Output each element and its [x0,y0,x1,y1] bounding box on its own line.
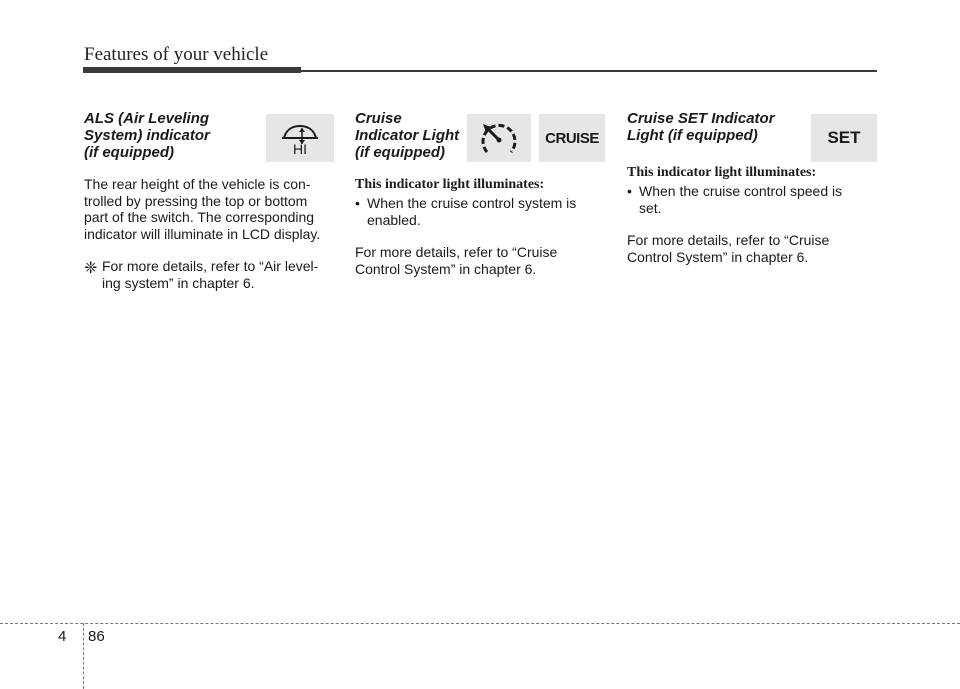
cruise-set-more-details: For more details, refer to “Cruise Control System” in chapter 6. [627,232,830,265]
set-indicator-icon: SET [811,114,877,162]
cruise-lead: This indicator light illuminates: [355,177,545,192]
page-number: 86 [88,628,105,645]
note-mark-icon: ❈ [84,260,98,277]
cruise-gauge-icon [467,114,531,162]
header-rule-thin [301,70,877,72]
als-description: The rear height of the vehicle is con- trolled by pressing the top or bottom part of the switch. The corresponding indicator will illuminate in LCD display. [84,176,321,242]
als-icon-label: HI [293,141,307,157]
section-title-als: ALS (Air Leveling System) indicator (if equipped) [84,110,210,161]
section-als [84,110,334,291]
chapter-number: 4 [58,628,67,645]
section-cruise [355,110,605,277]
section-title-cruise: Cruise Indicator Light (if equipped) [355,110,460,161]
speedometer-icon [477,118,521,158]
section-cruise-set [627,110,877,265]
cruise-set-lead: This indicator light illuminates: [627,165,817,180]
footer-rule [0,623,960,624]
cruise-set-bullet: • When the cruise control speed is set. [627,183,843,216]
footer-divider [83,623,84,689]
header-rule-thick [83,67,301,73]
cruise-more-details: For more details, refer to “Cruise Control System” in chapter 6. [355,244,558,277]
cruise-bullet: • When the cruise control system is enabled. [355,195,577,228]
bullet-dot: • [355,195,360,211]
section-title-cruise-set: Cruise SET Indicator Light (if equipped) [627,110,775,144]
als-note: ❈ For more details, refer to “Air level- ing system” in chapter 6. [84,258,319,291]
page-header-title: Features of your vehicle [84,44,269,65]
als-indicator-icon [266,114,334,162]
bullet-dot: • [627,183,632,199]
cruise-label-icon: CRUISE [539,114,605,162]
